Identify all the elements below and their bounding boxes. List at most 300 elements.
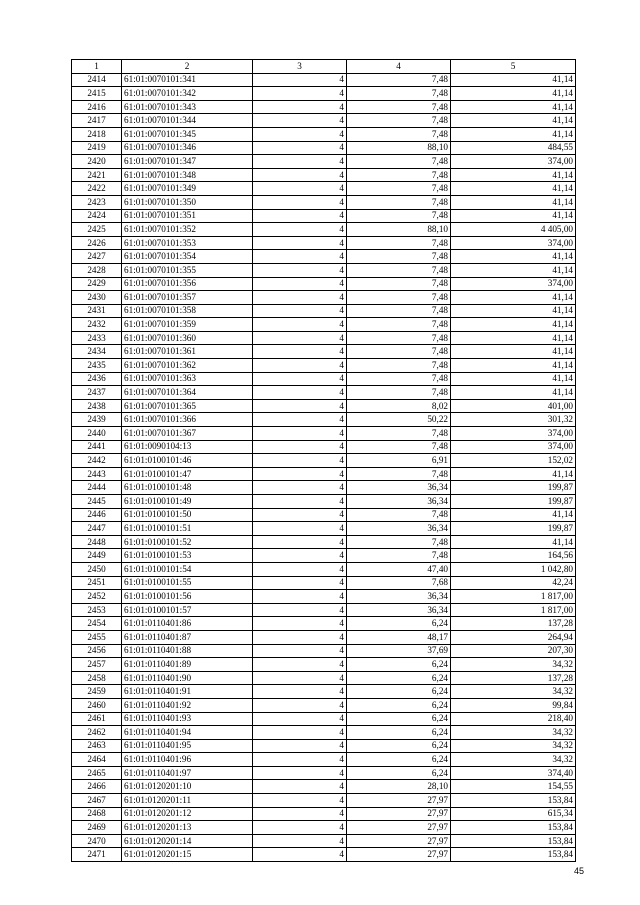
col4-cell: 7,48 bbox=[347, 372, 451, 386]
col3-cell: 4 bbox=[253, 372, 347, 386]
col4-cell: 7,48 bbox=[347, 467, 451, 481]
col5-cell: 1 817,00 bbox=[451, 603, 576, 617]
col4-cell: 47,40 bbox=[347, 562, 451, 576]
row-number-cell: 2448 bbox=[72, 535, 122, 549]
row-number-cell: 2428 bbox=[72, 263, 122, 277]
table-row bbox=[72, 250, 576, 264]
col3-cell: 4 bbox=[253, 413, 347, 427]
cadastral-number-cell: 61:01:0070101:343 bbox=[122, 100, 253, 114]
col4-cell: 7,48 bbox=[347, 386, 451, 400]
cadastral-number-cell: 61:01:0070101:341 bbox=[122, 73, 253, 87]
cadastral-number-cell: 61:01:0070101:360 bbox=[122, 331, 253, 345]
col5-cell: 41,14 bbox=[451, 291, 576, 305]
row-number-cell: 2446 bbox=[72, 508, 122, 522]
col4-cell: 37,69 bbox=[347, 644, 451, 658]
col4-cell: 6,24 bbox=[347, 739, 451, 753]
col4-cell: 28,10 bbox=[347, 780, 451, 794]
row-number-cell: 2425 bbox=[72, 223, 122, 237]
row-number-cell: 2460 bbox=[72, 698, 122, 712]
col4-cell: 36,34 bbox=[347, 522, 451, 536]
cadastral-number-cell: 61:01:0090104:13 bbox=[122, 440, 253, 454]
table-row bbox=[72, 427, 576, 441]
col3-cell: 4 bbox=[253, 562, 347, 576]
row-number-cell: 2429 bbox=[72, 277, 122, 291]
row-number-cell: 2417 bbox=[72, 114, 122, 128]
col5-cell: 41,14 bbox=[451, 508, 576, 522]
col3-cell: 4 bbox=[253, 671, 347, 685]
col5-cell: 41,14 bbox=[451, 168, 576, 182]
table-row bbox=[72, 549, 576, 563]
col5-cell: 41,14 bbox=[451, 127, 576, 141]
table-row bbox=[72, 209, 576, 223]
row-number-cell: 2437 bbox=[72, 386, 122, 400]
col4-cell: 7,48 bbox=[347, 87, 451, 101]
row-number-cell: 2461 bbox=[72, 712, 122, 726]
row-number-cell: 2445 bbox=[72, 495, 122, 509]
col3-cell: 4 bbox=[253, 590, 347, 604]
table-row bbox=[72, 73, 576, 87]
table-row bbox=[72, 182, 576, 196]
table-row bbox=[72, 739, 576, 753]
row-number-cell: 2456 bbox=[72, 644, 122, 658]
col4-cell: 7,48 bbox=[347, 127, 451, 141]
col3-cell: 4 bbox=[253, 277, 347, 291]
row-number-cell: 2469 bbox=[72, 821, 122, 835]
col5-cell: 99,84 bbox=[451, 698, 576, 712]
col3-cell: 4 bbox=[253, 549, 347, 563]
col3-cell: 4 bbox=[253, 291, 347, 305]
cadastral-number-cell: 61:01:0070101:365 bbox=[122, 399, 253, 413]
cadastral-number-cell: 61:01:0100101:47 bbox=[122, 467, 253, 481]
table-row bbox=[72, 318, 576, 332]
col3-cell: 4 bbox=[253, 644, 347, 658]
table-row bbox=[72, 522, 576, 536]
col4-cell: 6,91 bbox=[347, 454, 451, 468]
cadastral-number-cell: 61:01:0070101:351 bbox=[122, 209, 253, 223]
table-row bbox=[72, 87, 576, 101]
table-row bbox=[72, 263, 576, 277]
col5-cell: 615,34 bbox=[451, 807, 576, 821]
cadastral-number-cell: 61:01:0070101:366 bbox=[122, 413, 253, 427]
col3-cell: 4 bbox=[253, 399, 347, 413]
col4-cell: 36,34 bbox=[347, 603, 451, 617]
col3-cell: 4 bbox=[253, 127, 347, 141]
col3-cell: 4 bbox=[253, 427, 347, 441]
row-number-cell: 2435 bbox=[72, 359, 122, 373]
col5-cell: 153,84 bbox=[451, 794, 576, 808]
row-number-cell: 2453 bbox=[72, 603, 122, 617]
cadastral-number-cell: 61:01:0110401:97 bbox=[122, 766, 253, 780]
table-row bbox=[72, 617, 576, 631]
col4-cell: 7,48 bbox=[347, 508, 451, 522]
cadastral-number-cell: 61:01:0110401:89 bbox=[122, 658, 253, 672]
col3-cell: 4 bbox=[253, 155, 347, 169]
col5-cell: 41,14 bbox=[451, 372, 576, 386]
col5-cell: 264,94 bbox=[451, 630, 576, 644]
data-table bbox=[71, 59, 576, 862]
col3-cell: 4 bbox=[253, 698, 347, 712]
cadastral-number-cell: 61:01:0070101:348 bbox=[122, 168, 253, 182]
table-row bbox=[72, 508, 576, 522]
row-number-cell: 2441 bbox=[72, 440, 122, 454]
col5-cell: 301,32 bbox=[451, 413, 576, 427]
cadastral-number-cell: 61:01:0070101:355 bbox=[122, 263, 253, 277]
col5-cell: 34,32 bbox=[451, 685, 576, 699]
table-row bbox=[72, 671, 576, 685]
col3-cell: 4 bbox=[253, 386, 347, 400]
col3-cell: 4 bbox=[253, 766, 347, 780]
col5-cell: 41,14 bbox=[451, 73, 576, 87]
row-number-cell: 2449 bbox=[72, 549, 122, 563]
table-row bbox=[72, 481, 576, 495]
col4-cell: 7,48 bbox=[347, 209, 451, 223]
col5-cell: 374,00 bbox=[451, 440, 576, 454]
col5-cell: 374,00 bbox=[451, 427, 576, 441]
col5-cell: 137,28 bbox=[451, 617, 576, 631]
col3-cell: 4 bbox=[253, 780, 347, 794]
cadastral-number-cell: 61:01:0070101:361 bbox=[122, 345, 253, 359]
col4-cell: 7,68 bbox=[347, 576, 451, 590]
col4-cell: 36,34 bbox=[347, 481, 451, 495]
table-row bbox=[72, 277, 576, 291]
row-number-cell: 2419 bbox=[72, 141, 122, 155]
table-row bbox=[72, 114, 576, 128]
row-number-cell: 2464 bbox=[72, 753, 122, 767]
cadastral-number-cell: 61:01:0120201:15 bbox=[122, 848, 253, 862]
col3-cell: 4 bbox=[253, 508, 347, 522]
row-number-cell: 2434 bbox=[72, 345, 122, 359]
row-number-cell: 2463 bbox=[72, 739, 122, 753]
row-number-cell: 2452 bbox=[72, 590, 122, 604]
cadastral-number-cell: 61:01:0070101:353 bbox=[122, 236, 253, 250]
cadastral-number-cell: 61:01:0120201:14 bbox=[122, 834, 253, 848]
table-row bbox=[72, 195, 576, 209]
cadastral-number-cell: 61:01:0070101:358 bbox=[122, 304, 253, 318]
row-number-cell: 2442 bbox=[72, 454, 122, 468]
col3-cell: 4 bbox=[253, 454, 347, 468]
row-number-cell: 2418 bbox=[72, 127, 122, 141]
cadastral-number-cell: 61:01:0070101:350 bbox=[122, 195, 253, 209]
col3-cell: 4 bbox=[253, 834, 347, 848]
column-header-3: 3 bbox=[253, 60, 347, 74]
col5-cell: 42,24 bbox=[451, 576, 576, 590]
table-row bbox=[72, 834, 576, 848]
col4-cell: 7,48 bbox=[347, 250, 451, 264]
col5-cell: 34,32 bbox=[451, 726, 576, 740]
cadastral-number-cell: 61:01:0070101:349 bbox=[122, 182, 253, 196]
col3-cell: 4 bbox=[253, 87, 347, 101]
col5-cell: 41,14 bbox=[451, 386, 576, 400]
col3-cell: 4 bbox=[253, 168, 347, 182]
col4-cell: 7,48 bbox=[347, 236, 451, 250]
table-row bbox=[72, 413, 576, 427]
col5-cell: 41,14 bbox=[451, 195, 576, 209]
cadastral-number-cell: 61:01:0100101:51 bbox=[122, 522, 253, 536]
col4-cell: 6,24 bbox=[347, 766, 451, 780]
col3-cell: 4 bbox=[253, 182, 347, 196]
col4-cell: 27,97 bbox=[347, 848, 451, 862]
col4-cell: 7,48 bbox=[347, 182, 451, 196]
page-number: 45 bbox=[573, 866, 584, 876]
col4-cell: 27,97 bbox=[347, 807, 451, 821]
table-row bbox=[72, 780, 576, 794]
col4-cell: 6,24 bbox=[347, 685, 451, 699]
row-number-cell: 2421 bbox=[72, 168, 122, 182]
row-number-cell: 2430 bbox=[72, 291, 122, 305]
row-number-cell: 2443 bbox=[72, 467, 122, 481]
cadastral-number-cell: 61:01:0070101:342 bbox=[122, 87, 253, 101]
table-row bbox=[72, 712, 576, 726]
col5-cell: 153,84 bbox=[451, 834, 576, 848]
col3-cell: 4 bbox=[253, 794, 347, 808]
col5-cell: 153,84 bbox=[451, 848, 576, 862]
cadastral-number-cell: 61:01:0100101:54 bbox=[122, 562, 253, 576]
col4-cell: 7,48 bbox=[347, 195, 451, 209]
col5-cell: 207,30 bbox=[451, 644, 576, 658]
col5-cell: 41,14 bbox=[451, 114, 576, 128]
cadastral-number-cell: 61:01:0070101:354 bbox=[122, 250, 253, 264]
table-row bbox=[72, 454, 576, 468]
cadastral-number-cell: 61:01:0100101:49 bbox=[122, 495, 253, 509]
col3-cell: 4 bbox=[253, 236, 347, 250]
col4-cell: 27,97 bbox=[347, 834, 451, 848]
col5-cell: 153,84 bbox=[451, 821, 576, 835]
col4-cell: 7,48 bbox=[347, 345, 451, 359]
col4-cell: 36,34 bbox=[347, 590, 451, 604]
row-number-cell: 2422 bbox=[72, 182, 122, 196]
col3-cell: 4 bbox=[253, 481, 347, 495]
row-number-cell: 2426 bbox=[72, 236, 122, 250]
row-number-cell: 2416 bbox=[72, 100, 122, 114]
col4-cell: 7,48 bbox=[347, 331, 451, 345]
table-row bbox=[72, 685, 576, 699]
cadastral-number-cell: 61:01:0110401:90 bbox=[122, 671, 253, 685]
table-row bbox=[72, 440, 576, 454]
col4-cell: 7,48 bbox=[347, 263, 451, 277]
col5-cell: 199,87 bbox=[451, 495, 576, 509]
col5-cell: 41,14 bbox=[451, 100, 576, 114]
col3-cell: 4 bbox=[253, 603, 347, 617]
cadastral-number-cell: 61:01:0100101:57 bbox=[122, 603, 253, 617]
row-number-cell: 2454 bbox=[72, 617, 122, 631]
column-header-5: 5 bbox=[451, 60, 576, 74]
table-row bbox=[72, 467, 576, 481]
column-header-1: 1 bbox=[72, 60, 122, 74]
col5-cell: 41,14 bbox=[451, 209, 576, 223]
col3-cell: 4 bbox=[253, 535, 347, 549]
col5-cell: 41,14 bbox=[451, 359, 576, 373]
col3-cell: 4 bbox=[253, 467, 347, 481]
col3-cell: 4 bbox=[253, 726, 347, 740]
row-number-cell: 2466 bbox=[72, 780, 122, 794]
table-row bbox=[72, 168, 576, 182]
cadastral-number-cell: 61:01:0110401:96 bbox=[122, 753, 253, 767]
table-row bbox=[72, 603, 576, 617]
cadastral-number-cell: 61:01:0110401:86 bbox=[122, 617, 253, 631]
cadastral-number-cell: 61:01:0100101:55 bbox=[122, 576, 253, 590]
row-number-cell: 2432 bbox=[72, 318, 122, 332]
row-number-cell: 2450 bbox=[72, 562, 122, 576]
col4-cell: 48,17 bbox=[347, 630, 451, 644]
table-row bbox=[72, 658, 576, 672]
col4-cell: 7,48 bbox=[347, 73, 451, 87]
col5-cell: 374,40 bbox=[451, 766, 576, 780]
col3-cell: 4 bbox=[253, 753, 347, 767]
col4-cell: 88,10 bbox=[347, 223, 451, 237]
col4-cell: 36,34 bbox=[347, 495, 451, 509]
col3-cell: 4 bbox=[253, 712, 347, 726]
col4-cell: 7,48 bbox=[347, 440, 451, 454]
col4-cell: 7,48 bbox=[347, 535, 451, 549]
cadastral-number-cell: 61:01:0110401:94 bbox=[122, 726, 253, 740]
row-number-cell: 2423 bbox=[72, 195, 122, 209]
table-row bbox=[72, 331, 576, 345]
col5-cell: 1 817,00 bbox=[451, 590, 576, 604]
col4-cell: 7,48 bbox=[347, 359, 451, 373]
row-number-cell: 2439 bbox=[72, 413, 122, 427]
table-row bbox=[72, 807, 576, 821]
col4-cell: 6,24 bbox=[347, 671, 451, 685]
col3-cell: 4 bbox=[253, 658, 347, 672]
col5-cell: 374,00 bbox=[451, 236, 576, 250]
col3-cell: 4 bbox=[253, 209, 347, 223]
row-number-cell: 2414 bbox=[72, 73, 122, 87]
cadastral-number-cell: 61:01:0110401:88 bbox=[122, 644, 253, 658]
table-row bbox=[72, 576, 576, 590]
col3-cell: 4 bbox=[253, 114, 347, 128]
cadastral-number-cell: 61:01:0070101:356 bbox=[122, 277, 253, 291]
table-row bbox=[72, 304, 576, 318]
col4-cell: 6,24 bbox=[347, 753, 451, 767]
col4-cell: 7,48 bbox=[347, 318, 451, 332]
cadastral-number-cell: 61:01:0070101:362 bbox=[122, 359, 253, 373]
header-row bbox=[72, 60, 576, 74]
cadastral-number-cell: 61:01:0110401:87 bbox=[122, 630, 253, 644]
cadastral-number-cell: 61:01:0070101:344 bbox=[122, 114, 253, 128]
cadastral-number-cell: 61:01:0070101:363 bbox=[122, 372, 253, 386]
row-number-cell: 2471 bbox=[72, 848, 122, 862]
col3-cell: 4 bbox=[253, 685, 347, 699]
col5-cell: 4 405,00 bbox=[451, 223, 576, 237]
row-number-cell: 2447 bbox=[72, 522, 122, 536]
row-number-cell: 2462 bbox=[72, 726, 122, 740]
col5-cell: 137,28 bbox=[451, 671, 576, 685]
cadastral-number-cell: 61:01:0110401:92 bbox=[122, 698, 253, 712]
row-number-cell: 2424 bbox=[72, 209, 122, 223]
col3-cell: 4 bbox=[253, 223, 347, 237]
cadastral-number-cell: 61:01:0070101:364 bbox=[122, 386, 253, 400]
table-row bbox=[72, 644, 576, 658]
col3-cell: 4 bbox=[253, 630, 347, 644]
table-row bbox=[72, 359, 576, 373]
col5-cell: 41,14 bbox=[451, 345, 576, 359]
row-number-cell: 2427 bbox=[72, 250, 122, 264]
col3-cell: 4 bbox=[253, 495, 347, 509]
table-row bbox=[72, 535, 576, 549]
col4-cell: 88,10 bbox=[347, 141, 451, 155]
col4-cell: 7,48 bbox=[347, 114, 451, 128]
col3-cell: 4 bbox=[253, 821, 347, 835]
col5-cell: 41,14 bbox=[451, 331, 576, 345]
cadastral-number-cell: 61:01:0100101:50 bbox=[122, 508, 253, 522]
cadastral-number-cell: 61:01:0120201:11 bbox=[122, 794, 253, 808]
cadastral-number-cell: 61:01:0070101:346 bbox=[122, 141, 253, 155]
cadastral-number-cell: 61:01:0110401:91 bbox=[122, 685, 253, 699]
col3-cell: 4 bbox=[253, 440, 347, 454]
col4-cell: 7,48 bbox=[347, 427, 451, 441]
col4-cell: 8,02 bbox=[347, 399, 451, 413]
cadastral-number-cell: 61:01:0110401:93 bbox=[122, 712, 253, 726]
table-row bbox=[72, 141, 576, 155]
cadastral-number-cell: 61:01:0070101:345 bbox=[122, 127, 253, 141]
col3-cell: 4 bbox=[253, 576, 347, 590]
col5-cell: 152,02 bbox=[451, 454, 576, 468]
table-row bbox=[72, 630, 576, 644]
col5-cell: 154,55 bbox=[451, 780, 576, 794]
table-row bbox=[72, 386, 576, 400]
cadastral-number-cell: 61:01:0100101:46 bbox=[122, 454, 253, 468]
col4-cell: 7,48 bbox=[347, 549, 451, 563]
table-row bbox=[72, 155, 576, 169]
row-number-cell: 2444 bbox=[72, 481, 122, 495]
col5-cell: 199,87 bbox=[451, 481, 576, 495]
cadastral-number-cell: 61:01:0100101:56 bbox=[122, 590, 253, 604]
col5-cell: 34,32 bbox=[451, 739, 576, 753]
cadastral-number-cell: 61:01:0100101:53 bbox=[122, 549, 253, 563]
row-number-cell: 2436 bbox=[72, 372, 122, 386]
row-number-cell: 2457 bbox=[72, 658, 122, 672]
row-number-cell: 2415 bbox=[72, 87, 122, 101]
col3-cell: 4 bbox=[253, 100, 347, 114]
col4-cell: 7,48 bbox=[347, 168, 451, 182]
row-number-cell: 2451 bbox=[72, 576, 122, 590]
col5-cell: 484,55 bbox=[451, 141, 576, 155]
col5-cell: 41,14 bbox=[451, 467, 576, 481]
col4-cell: 6,24 bbox=[347, 658, 451, 672]
col5-cell: 41,14 bbox=[451, 318, 576, 332]
row-number-cell: 2433 bbox=[72, 331, 122, 345]
table-row bbox=[72, 848, 576, 862]
col4-cell: 7,48 bbox=[347, 100, 451, 114]
row-number-cell: 2440 bbox=[72, 427, 122, 441]
table-row bbox=[72, 495, 576, 509]
row-number-cell: 2467 bbox=[72, 794, 122, 808]
row-number-cell: 2468 bbox=[72, 807, 122, 821]
col3-cell: 4 bbox=[253, 345, 347, 359]
col5-cell: 34,32 bbox=[451, 753, 576, 767]
col4-cell: 7,48 bbox=[347, 155, 451, 169]
col5-cell: 199,87 bbox=[451, 522, 576, 536]
table-row bbox=[72, 100, 576, 114]
col4-cell: 6,24 bbox=[347, 617, 451, 631]
col5-cell: 41,14 bbox=[451, 263, 576, 277]
col3-cell: 4 bbox=[253, 739, 347, 753]
table-row bbox=[72, 127, 576, 141]
col4-cell: 7,48 bbox=[347, 304, 451, 318]
row-number-cell: 2458 bbox=[72, 671, 122, 685]
cadastral-number-cell: 61:01:0070101:359 bbox=[122, 318, 253, 332]
cadastral-number-cell: 61:01:0100101:52 bbox=[122, 535, 253, 549]
col3-cell: 4 bbox=[253, 318, 347, 332]
table-body bbox=[72, 73, 576, 861]
col5-cell: 218,40 bbox=[451, 712, 576, 726]
table-row bbox=[72, 345, 576, 359]
cadastral-number-cell: 61:01:0070101:357 bbox=[122, 291, 253, 305]
col3-cell: 4 bbox=[253, 141, 347, 155]
column-header-4: 4 bbox=[347, 60, 451, 74]
col4-cell: 7,48 bbox=[347, 291, 451, 305]
cadastral-number-cell: 61:01:0070101:352 bbox=[122, 223, 253, 237]
